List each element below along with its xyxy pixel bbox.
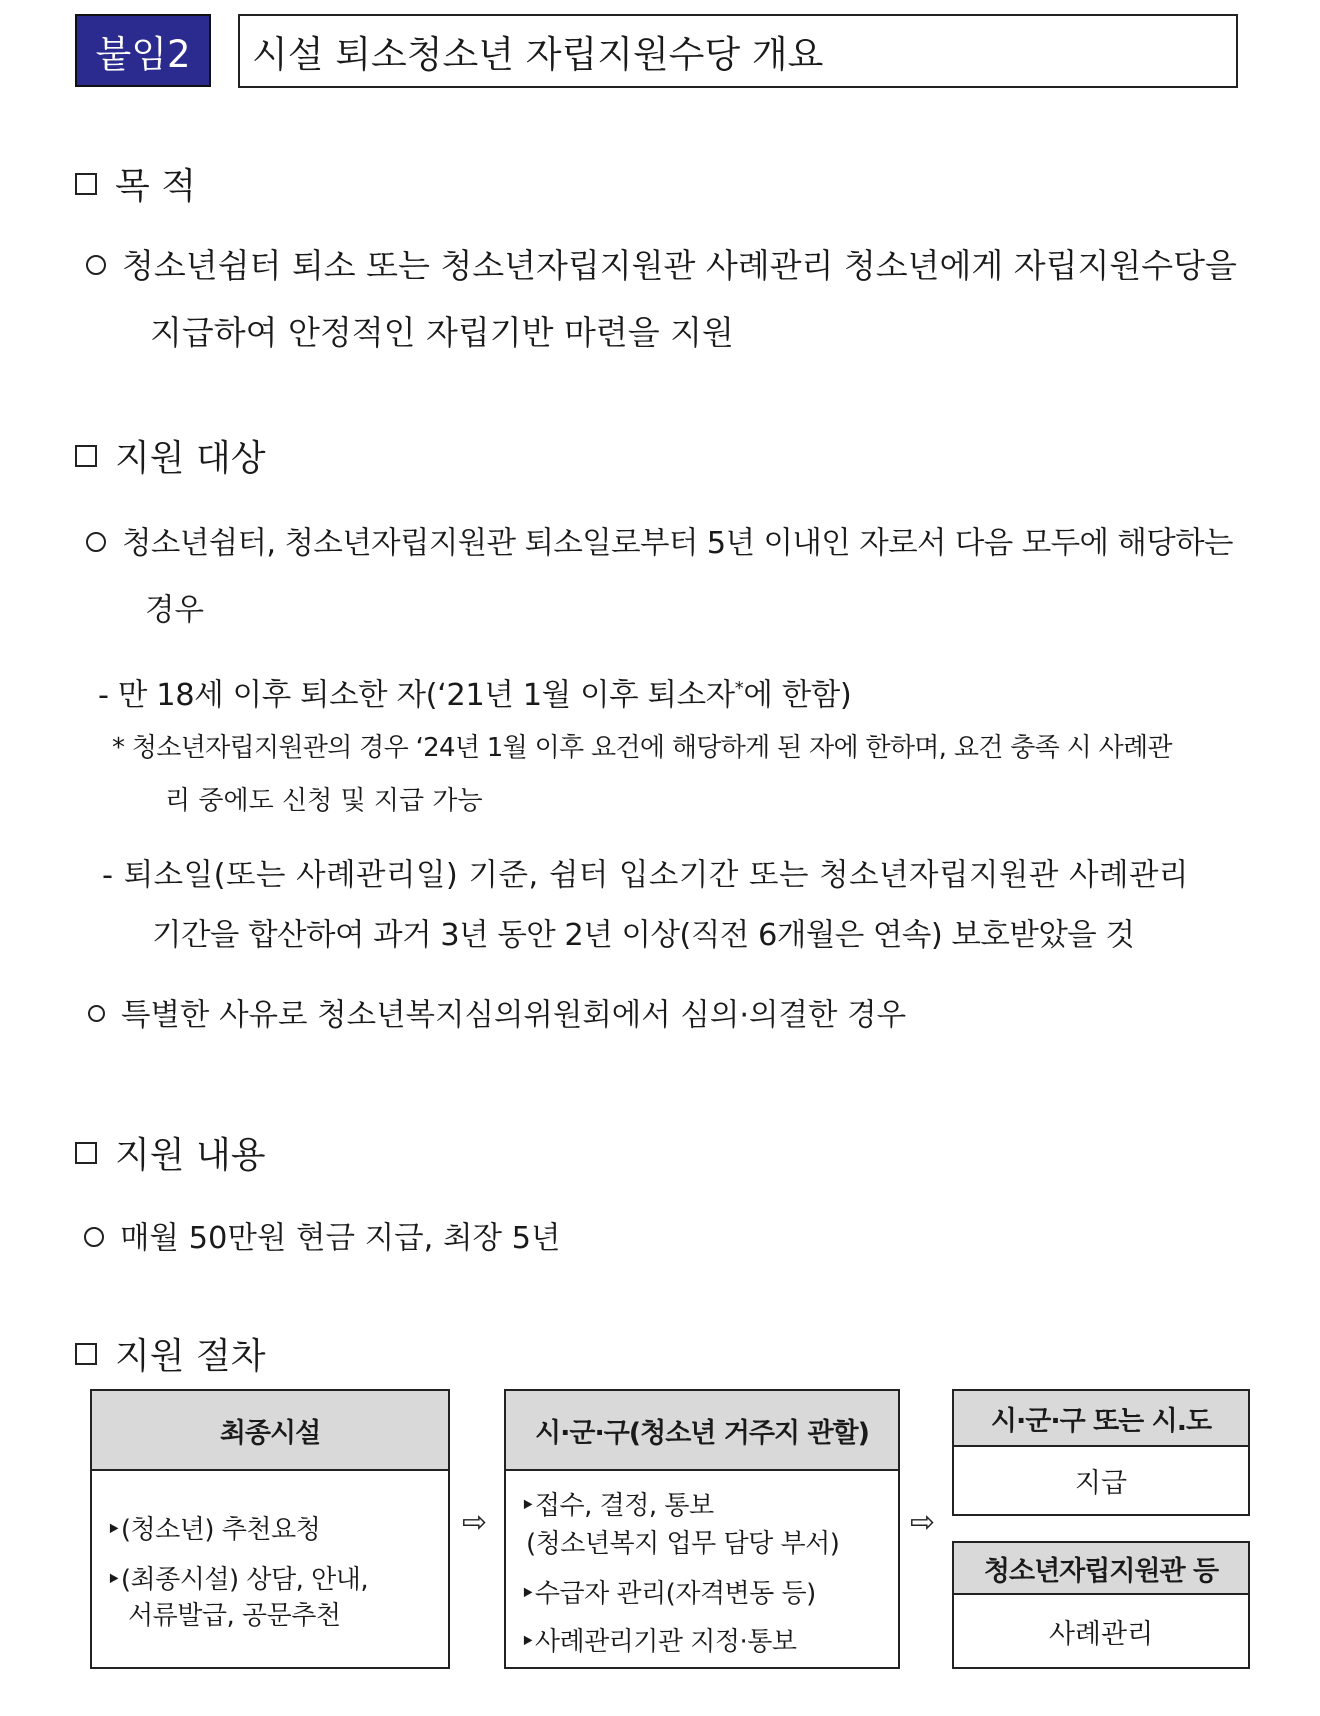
flow-box-case-management (952, 1541, 1250, 1669)
circle-bullet-icon (84, 1227, 104, 1247)
dash-text: - 만 18세 이후 퇴소한 자(‘21년 1월 이후 퇴소자 (98, 678, 735, 713)
bullet-text: 청소년쉼터, 청소년자립지원관 퇴소일로부터 5년 이내인 자로서 다음 모두에 해당하는 (122, 526, 1233, 561)
target-dash2-line2: 기간을 합산하여 과거 3년 동안 2년 이상(직전 6개월은 연속) 보호받았을 것 (152, 918, 1135, 953)
flow-box-payment (952, 1389, 1250, 1516)
checkbox-square-icon (75, 445, 97, 467)
bullet-text: 매월 50만원 현금 지급, 최장 5년 (120, 1221, 561, 1256)
flow-item: ‣(최종시설) 상담, 안내, (106, 1565, 369, 1595)
section-heading-target (75, 430, 266, 481)
flow-item: ‣접수, 결정, 통보 (520, 1491, 714, 1521)
flow-item: ‣수급자 관리(자격변동 등) (520, 1579, 816, 1609)
flow-box-header: 시·군·구 또는 시.도 (954, 1391, 1248, 1447)
dash-text-end: 에 한함) (743, 678, 852, 713)
checkbox-square-icon (75, 173, 97, 195)
document-title: 시설 퇴소청소년 자립지원수당 개요 (238, 14, 1238, 88)
flow-box-header: 최종시설 (92, 1391, 448, 1471)
flow-item: ‣(청소년) 추천요청 (106, 1515, 321, 1545)
flow-box-final-facility (90, 1389, 450, 1669)
flow-item: ‣사례관리기관 지정·통보 (520, 1627, 797, 1657)
section-heading-purpose (75, 158, 196, 209)
target-note-line1: * 청소년자립지원관의 경우 ‘24년 1월 이후 요건에 해당하게 된 자에 한하며, 요건 충족 시 사례관 (112, 733, 1172, 763)
content-bullet (84, 1213, 560, 1257)
flow-box-body: 사례관리 (1048, 1618, 1154, 1650)
flow-box-municipality (504, 1389, 900, 1669)
bullet-text: 특별한 사유로 청소년복지심의위원회에서 심의·의결한 경우 (121, 998, 907, 1033)
target-bullet2 (88, 990, 906, 1034)
target-note-line2: 리 중에도 신청 및 지급 가능 (165, 786, 483, 816)
target-dash2-line1: - 퇴소일(또는 사례관리일) 기준, 쉼터 입소기간 또는 청소년자립지원관 사례관리 (102, 858, 1189, 893)
bullet-text: 청소년쉼터 퇴소 또는 청소년자립지원관 사례관리 청소년에게 자립지원수당을 (122, 246, 1237, 285)
flow-item: 서류발급, 공문추천 (128, 1601, 341, 1631)
flow-box-body: 지급 (1074, 1468, 1128, 1499)
target-bullet-line2: 경우 (145, 593, 204, 628)
heading-text: 지원 내용 (115, 1135, 266, 1176)
flow-box-body (506, 1471, 898, 1667)
flow-box-header: 청소년자립지원관 등 (954, 1543, 1248, 1595)
section-heading-content (75, 1127, 266, 1178)
checkbox-square-icon (75, 1343, 97, 1365)
flow-box-body (92, 1471, 448, 1667)
circle-bullet-icon (88, 1005, 105, 1022)
purpose-bullet-line1 (86, 240, 1237, 287)
heading-text: 지원 대상 (115, 438, 266, 479)
section-heading-procedure (75, 1328, 266, 1379)
checkbox-square-icon (75, 1142, 97, 1164)
circle-bullet-icon (86, 532, 106, 552)
heading-text: 목 적 (115, 166, 196, 207)
footnote-mark: * (734, 677, 744, 699)
arrow-right-icon: ⇨ (910, 1505, 936, 1540)
heading-text: 지원 절차 (115, 1336, 266, 1377)
purpose-bullet-line2: 지급하여 안정적인 자립기반 마련을 지원 (150, 313, 734, 352)
target-bullet-line1 (86, 518, 1233, 562)
attachment-badge: 붙임2 (75, 14, 211, 87)
circle-bullet-icon (86, 255, 106, 275)
arrow-right-icon: ⇨ (462, 1505, 488, 1540)
target-dash1 (98, 670, 851, 714)
flow-box-header: 시·군·구(청소년 거주지 관할) (506, 1391, 898, 1471)
flow-item: (청소년복지 업무 담당 부서) (526, 1529, 840, 1559)
